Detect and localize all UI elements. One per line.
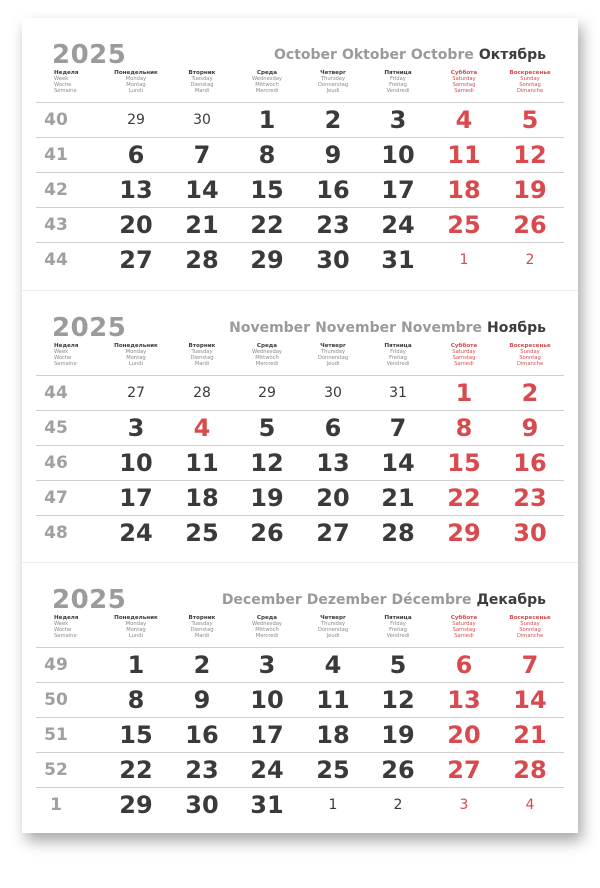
weekday-translation: Dimanche (516, 361, 544, 367)
weekday-name: Четверг (320, 615, 346, 621)
weekday-header-cell (429, 343, 499, 367)
weekday-translation: Montag (126, 355, 146, 361)
weekday-header-cell (363, 70, 433, 94)
day-cell: 27 (119, 246, 153, 274)
week-row (36, 717, 564, 752)
weekday-translation: Mercredi (255, 361, 279, 367)
weekday-name: Понедельник (114, 343, 158, 349)
weekday-name: Понедельник (114, 70, 158, 76)
day-cell: 21 (381, 484, 415, 512)
weekday-translation: Samstag (452, 627, 476, 633)
day-cell: 2 (193, 651, 211, 679)
month-name: October (274, 47, 337, 63)
weekday-translation: Friday (390, 621, 406, 627)
week-row (36, 647, 564, 682)
day-cell: 8 (127, 686, 145, 714)
day-cell: 18 (185, 484, 219, 512)
weekday-header-cell (232, 615, 302, 639)
weekday-header-cell (429, 615, 499, 639)
month-block (22, 290, 578, 553)
week-number: 50 (44, 690, 68, 710)
month-name: Octobre (410, 47, 474, 63)
weekday-translation: Dienstag (190, 82, 214, 88)
month-name: Novembre (401, 320, 483, 336)
weekday-translation: Lundi (128, 633, 144, 639)
week-row (36, 137, 564, 172)
weekday-translation: Saturday (452, 621, 476, 627)
weekday-name: Неделя (54, 615, 79, 621)
weekday-header-cell (495, 70, 565, 94)
day-cell: 1 (127, 651, 145, 679)
weekday-translation: Freitag (389, 627, 407, 633)
weekday-header-cell (167, 70, 237, 94)
weekday-translation: Wednesday (251, 621, 283, 627)
day-cell: 16 (513, 449, 547, 477)
weekday-header-cell (495, 615, 565, 639)
adjacent-month-day: 4 (525, 797, 535, 813)
week-row (36, 410, 564, 445)
day-cell: 19 (513, 176, 547, 204)
adjacent-month-day: 27 (127, 385, 145, 401)
weekday-translation: Mardi (194, 361, 210, 367)
day-cell: 20 (447, 721, 481, 749)
month-names (217, 592, 546, 608)
day-cell: 15 (250, 176, 284, 204)
weekday-translation: Semaine (54, 88, 77, 94)
week-number: 45 (44, 418, 68, 438)
weekday-translation: Lundi (128, 88, 144, 94)
week-row (36, 480, 564, 515)
weekday-translation: Vendredi (386, 633, 410, 639)
weekday-name: Неделя (54, 343, 79, 349)
weekday-translation: Samedi (454, 361, 474, 367)
weekday-translation: Sunday (520, 621, 540, 627)
day-cell: 24 (381, 211, 415, 239)
weekday-name: Понедельник (114, 615, 158, 621)
week-number: 44 (44, 250, 68, 270)
weekday-translation: Thursday (320, 76, 346, 82)
weekday-translation: Mardi (194, 88, 210, 94)
week-row (36, 682, 564, 717)
weekday-header-cell (101, 70, 171, 94)
day-cell: 21 (185, 211, 219, 239)
day-cell: 15 (447, 449, 481, 477)
weekday-header-cell (298, 615, 368, 639)
day-cell: 3 (258, 651, 276, 679)
weekday-header-cell (101, 343, 171, 367)
weekday-name: Воскресенье (509, 615, 551, 621)
weekday-translation: Wednesday (251, 76, 283, 82)
day-cell: 16 (316, 176, 350, 204)
week-number: 41 (44, 145, 68, 165)
weekday-translation: Mercredi (255, 633, 279, 639)
week-number: 40 (44, 110, 68, 130)
weekday-name: Суббота (450, 343, 478, 349)
month-name-ru: Ноябрь (487, 320, 546, 336)
week-number: 52 (44, 760, 68, 780)
day-cell: 26 (250, 519, 284, 547)
day-cell: 28 (185, 246, 219, 274)
day-cell: 11 (316, 686, 350, 714)
day-cell: 29 (250, 246, 284, 274)
weekday-header-cell (54, 70, 94, 94)
weekday-translation: Donnerstag (317, 82, 349, 88)
weekday-translation: Semaine (54, 361, 77, 367)
day-cell: 24 (250, 756, 284, 784)
weekday-translation: Monday (125, 76, 147, 82)
day-cell: 12 (513, 141, 547, 169)
weekday-name: Пятница (384, 343, 412, 349)
weekday-header-cell (101, 615, 171, 639)
day-cell: 19 (381, 721, 415, 749)
weekday-translation: Samedi (454, 88, 474, 94)
day-cell: 25 (185, 519, 219, 547)
day-cell: 5 (521, 106, 539, 134)
day-cell: 20 (316, 484, 350, 512)
week-number: 48 (44, 523, 68, 543)
weekday-translation: Friday (390, 349, 406, 355)
adjacent-month-day: 1 (328, 797, 338, 813)
weekday-translation: Dimanche (516, 633, 544, 639)
weekday-translation: Sonntag (519, 82, 541, 88)
weekday-header-cell (363, 615, 433, 639)
day-cell: 25 (316, 756, 350, 784)
month-names (269, 47, 546, 63)
weekday-name: Среда (256, 615, 278, 621)
year-label: 2025 (52, 40, 127, 70)
weekday-translation: Sunday (520, 349, 540, 355)
week-number: 44 (44, 383, 68, 403)
adjacent-month-day: 31 (389, 385, 407, 401)
weekday-translation: Donnerstag (317, 355, 349, 361)
month-block (22, 562, 578, 825)
day-cell: 13 (119, 176, 153, 204)
day-cell: 22 (250, 211, 284, 239)
weekday-name: Вторник (188, 70, 216, 76)
day-cell: 9 (521, 414, 539, 442)
day-cell: 31 (250, 791, 284, 819)
day-cell: 3 (127, 414, 145, 442)
weekday-translation: Sonntag (519, 355, 541, 361)
weekday-translation: Semaine (54, 633, 77, 639)
weekday-translation: Woche (54, 627, 72, 633)
weekday-header-cell (298, 70, 368, 94)
weekday-translation: Vendredi (386, 88, 410, 94)
weekday-translation: Monday (125, 621, 147, 627)
adjacent-month-day: 3 (459, 797, 469, 813)
day-cell: 18 (316, 721, 350, 749)
weekday-translation: Freitag (389, 355, 407, 361)
day-cell: 31 (381, 246, 415, 274)
weekday-name: Четверг (320, 343, 346, 349)
day-cell: 27 (447, 756, 481, 784)
weekday-translation: Samedi (454, 633, 474, 639)
weekday-translation: Donnerstag (317, 627, 349, 633)
week-row (36, 752, 564, 787)
day-cell: 21 (513, 721, 547, 749)
weekday-translation: Thursday (320, 621, 346, 627)
weekday-header-cell (363, 343, 433, 367)
week-number: 1 (50, 795, 62, 815)
weekday-name: Воскресенье (509, 70, 551, 76)
weekday-translation: Saturday (452, 349, 476, 355)
month-name: November (229, 320, 311, 336)
day-cell: 14 (513, 686, 547, 714)
weekday-translation: Samstag (452, 82, 476, 88)
day-cell: 6 (324, 414, 342, 442)
adjacent-month-day: 1 (459, 252, 469, 268)
day-cell: 10 (381, 141, 415, 169)
day-cell: 7 (521, 651, 539, 679)
weekday-translation: Week (54, 621, 69, 627)
week-number: 49 (44, 655, 68, 675)
day-cell: 26 (381, 756, 415, 784)
week-number: 42 (44, 180, 68, 200)
day-cell: 16 (185, 721, 219, 749)
day-cell: 7 (193, 141, 211, 169)
day-cell: 6 (455, 651, 473, 679)
weekday-name: Четверг (320, 70, 346, 76)
weekday-header-cell (54, 343, 94, 367)
weekday-translation: Tuesday (191, 349, 213, 355)
weekday-translation: Mittwoch (255, 82, 279, 88)
month-names (224, 320, 546, 336)
month-name: Décembre (391, 592, 472, 608)
week-row (36, 445, 564, 480)
day-cell: 22 (119, 756, 153, 784)
week-number: 51 (44, 725, 68, 745)
day-cell: 10 (119, 449, 153, 477)
day-cell: 25 (447, 211, 481, 239)
day-cell: 1 (455, 379, 473, 407)
weekday-name: Суббота (450, 70, 478, 76)
day-cell: 24 (119, 519, 153, 547)
day-cell: 29 (447, 519, 481, 547)
weekday-translation: Dimanche (516, 88, 544, 94)
day-cell: 7 (389, 414, 407, 442)
day-cell: 23 (316, 211, 350, 239)
day-cell: 14 (185, 176, 219, 204)
weekday-name: Суббота (450, 615, 478, 621)
weekday-translation: Tuesday (191, 76, 213, 82)
weekday-translation: Lundi (128, 361, 144, 367)
day-cell: 12 (250, 449, 284, 477)
day-cell: 10 (250, 686, 284, 714)
day-cell: 17 (250, 721, 284, 749)
weekday-header-cell (167, 615, 237, 639)
day-cell: 30 (513, 519, 547, 547)
weekday-translation: Woche (54, 82, 72, 88)
weekday-name: Среда (256, 70, 278, 76)
week-row (36, 172, 564, 207)
day-cell: 17 (381, 176, 415, 204)
weekday-header-cell (495, 343, 565, 367)
day-cell: 26 (513, 211, 547, 239)
year-label: 2025 (52, 313, 127, 343)
weekday-name: Неделя (54, 70, 79, 76)
weekday-header-cell (298, 343, 368, 367)
week-row (36, 375, 564, 410)
weekday-translation: Vendredi (386, 361, 410, 367)
week-row (36, 207, 564, 242)
day-cell: 22 (447, 484, 481, 512)
weekday-name: Среда (256, 343, 278, 349)
weekday-header (22, 615, 578, 645)
weekday-translation: Tuesday (191, 621, 213, 627)
month-name: Oktober (341, 47, 406, 63)
weekday-translation: Week (54, 76, 69, 82)
day-cell: 5 (389, 651, 407, 679)
adjacent-month-day: 29 (258, 385, 276, 401)
weekday-translation: Mercredi (255, 88, 279, 94)
day-cell: 13 (447, 686, 481, 714)
day-cell: 11 (447, 141, 481, 169)
day-cell: 1 (258, 106, 276, 134)
weekday-translation: Wednesday (251, 349, 283, 355)
adjacent-month-day: 28 (193, 385, 211, 401)
weekday-header (22, 343, 578, 373)
week-row (36, 102, 564, 137)
day-cell: 15 (119, 721, 153, 749)
weekday-translation: Mittwoch (255, 627, 279, 633)
weekday-header-cell (54, 615, 94, 639)
weekday-translation: Sunday (520, 76, 540, 82)
adjacent-month-day: 2 (525, 252, 535, 268)
day-cell: 17 (119, 484, 153, 512)
weekday-translation: Woche (54, 355, 72, 361)
calendar-sheet (22, 18, 578, 833)
weekday-header-cell (429, 70, 499, 94)
weekday-translation: Thursday (320, 349, 346, 355)
adjacent-month-day: 2 (393, 797, 403, 813)
weekday-translation: Mardi (194, 633, 210, 639)
day-cell: 28 (513, 756, 547, 784)
month-name: November (315, 320, 397, 336)
weekday-translation: Week (54, 349, 69, 355)
day-cell: 30 (316, 246, 350, 274)
day-cell: 20 (119, 211, 153, 239)
day-cell: 23 (185, 756, 219, 784)
weekday-name: Вторник (188, 343, 216, 349)
weekday-translation: Mittwoch (255, 355, 279, 361)
weekday-translation: Sonntag (519, 627, 541, 633)
month-name-ru: Октябрь (478, 47, 546, 63)
weekday-translation: Dienstag (190, 627, 214, 633)
weekday-translation: Samstag (452, 355, 476, 361)
day-cell: 13 (316, 449, 350, 477)
week-number: 46 (44, 453, 68, 473)
day-cell: 4 (324, 651, 342, 679)
day-cell: 8 (455, 414, 473, 442)
day-cell: 14 (381, 449, 415, 477)
day-cell: 2 (324, 106, 342, 134)
week-number: 43 (44, 215, 68, 235)
week-row (36, 242, 564, 277)
weekday-translation: Monday (125, 349, 147, 355)
weekday-name: Вторник (188, 615, 216, 621)
day-cell: 2 (521, 379, 539, 407)
weekday-header (22, 70, 578, 100)
day-cell: 4 (455, 106, 473, 134)
day-cell: 3 (389, 106, 407, 134)
adjacent-month-day: 30 (324, 385, 342, 401)
year-label: 2025 (52, 585, 127, 615)
weekday-translation: Jeudi (326, 633, 340, 639)
day-cell: 6 (127, 141, 145, 169)
week-number: 47 (44, 488, 68, 508)
adjacent-month-day: 29 (127, 112, 145, 128)
day-cell: 30 (185, 791, 219, 819)
day-cell: 18 (447, 176, 481, 204)
weekday-translation: Freitag (389, 82, 407, 88)
weekday-translation: Dienstag (190, 355, 214, 361)
month-name-ru: Декабрь (476, 592, 546, 608)
day-cell: 4 (193, 414, 211, 442)
month-block (22, 18, 578, 280)
weekday-translation: Jeudi (326, 361, 340, 367)
weekday-name: Пятница (384, 615, 412, 621)
weekday-header-cell (232, 343, 302, 367)
weekday-header-cell (167, 343, 237, 367)
day-cell: 27 (316, 519, 350, 547)
weekday-translation: Montag (126, 627, 146, 633)
weekday-translation: Jeudi (326, 88, 340, 94)
month-name: December (221, 592, 302, 608)
day-cell: 11 (185, 449, 219, 477)
day-cell: 12 (381, 686, 415, 714)
week-row (36, 787, 564, 822)
day-cell: 9 (193, 686, 211, 714)
adjacent-month-day: 30 (193, 112, 211, 128)
week-row (36, 515, 564, 550)
day-cell: 5 (258, 414, 276, 442)
day-cell: 9 (324, 141, 342, 169)
weekday-translation: Saturday (452, 76, 476, 82)
day-cell: 28 (381, 519, 415, 547)
month-name: Dezember (306, 592, 387, 608)
weekday-translation: Montag (126, 82, 146, 88)
day-cell: 29 (119, 791, 153, 819)
weekday-translation: Friday (390, 76, 406, 82)
weekday-header-cell (232, 70, 302, 94)
day-cell: 8 (258, 141, 276, 169)
weekday-name: Воскресенье (509, 343, 551, 349)
weekday-name: Пятница (384, 70, 412, 76)
day-cell: 19 (250, 484, 284, 512)
day-cell: 23 (513, 484, 547, 512)
